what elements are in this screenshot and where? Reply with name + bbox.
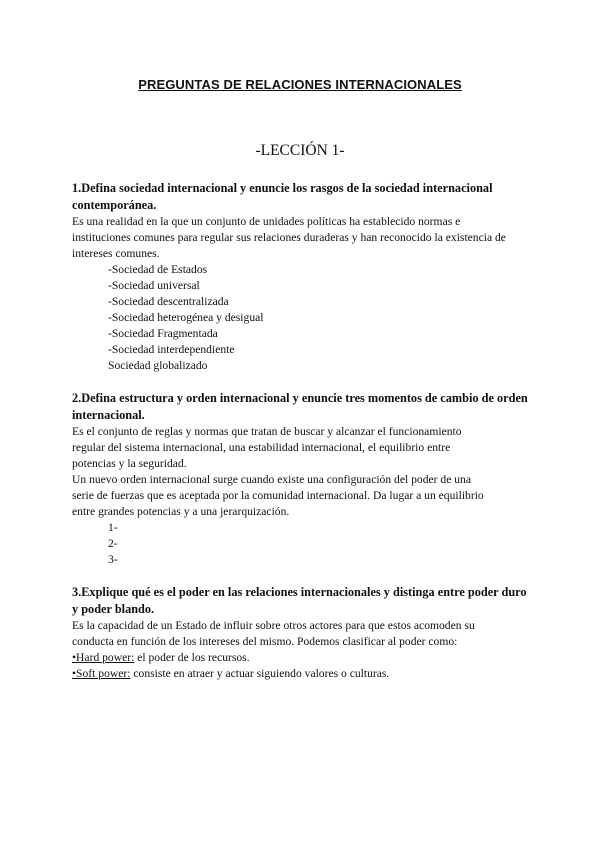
- hard-power-term: •Hard power:: [72, 651, 135, 664]
- trait-item: -Sociedad de Estados: [108, 263, 208, 276]
- question-2-title: 2.Defina estructura y orden internacional y enuncie tres momentos de cambio de orden internacional.: [72, 391, 528, 422]
- question-1-answer-line: instituciones comunes para regular sus relaciones duraderas y han reconocido la existencia de: [72, 231, 506, 244]
- hard-power-line: [72, 650, 532, 666]
- lesson-heading: [0, 142, 600, 160]
- moment-item: 2-: [108, 537, 118, 550]
- question-2-answer-line: Un nuevo orden internacional surge cuando existe una configuración del poder de una: [72, 473, 471, 486]
- question-2-answer-line: Es el conjunto de reglas y normas que tratan de buscar y alcanzar el funcionamiento: [72, 425, 462, 438]
- question-1-answer-line: intereses comunes.: [72, 247, 160, 260]
- document-title: PREGUNTAS DE RELACIONES INTERNACIONALES: [138, 77, 462, 92]
- trait-item: -Sociedad descentralizada: [108, 295, 229, 308]
- soft-power-line: [72, 666, 532, 682]
- soft-power-definition: consiste en atraer y actuar siguiendo valores o culturas.: [130, 667, 390, 680]
- trait-item: Sociedad globalizado: [108, 359, 208, 372]
- question-2-answer-line: regular del sistema internacional, una estabilidad internacional, el equilibrio entre: [72, 441, 451, 454]
- hard-power-definition: el poder de los recursos.: [134, 651, 250, 664]
- moment-item: 1-: [108, 521, 118, 534]
- soft-power-term: •Soft power:: [72, 667, 131, 680]
- trait-item: -Sociedad Fragmentada: [108, 327, 218, 340]
- question-3-answer-line: Es la capacidad de un Estado de influir sobre otros actores para que estos acomoden su: [72, 619, 475, 632]
- trait-item: -Sociedad heterogénea y desigual: [108, 311, 264, 324]
- moment-item: 3-: [108, 553, 118, 566]
- question-2-section: [72, 390, 532, 568]
- question-2-answer-line: potencias y la seguridad.: [72, 457, 187, 470]
- question-2-answer-line: entre grandes potencias y a una jerarquización.: [72, 505, 290, 518]
- trait-item: -Sociedad universal: [108, 279, 200, 292]
- question-1-title: 1.Defina sociedad internacional y enuncie los rasgos de la sociedad internacional contemporánea.: [72, 181, 493, 212]
- question-2-answer-line: serie de fuerzas que es aceptada por la comunidad internacional. Da lugar a un equilibrio: [72, 489, 484, 502]
- question-1-answer-line: Es una realidad en la que un conjunto de unidades políticas ha establecido normas e: [72, 215, 461, 228]
- question-3-answer-line: conducta en función de los intereses del mismo. Podemos clasificar al poder como:: [72, 635, 458, 648]
- trait-item: -Sociedad interdependiente: [108, 343, 235, 356]
- lesson-heading-text: -LECCIÓN 1-: [255, 142, 345, 159]
- question-3-section: [72, 584, 532, 682]
- question-3-title: 3.Explique qué es el poder en las relaciones internacionales y distinga entre poder duro y poder blando.: [72, 585, 527, 616]
- question-1-section: [72, 180, 532, 374]
